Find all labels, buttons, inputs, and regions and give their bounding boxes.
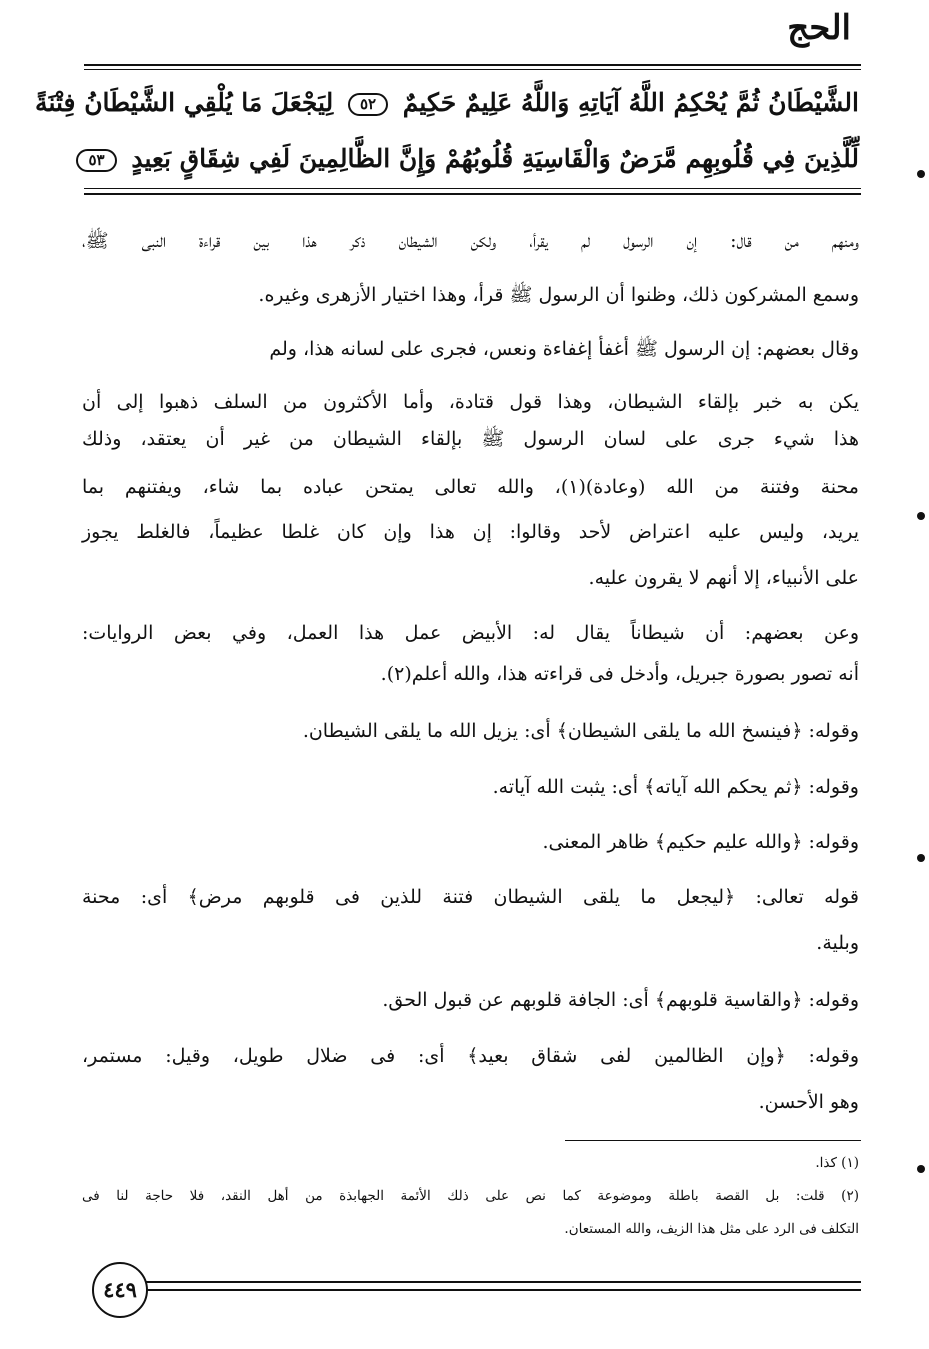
verse-text: لِيَجْعَلَ مَا يُلْقِي الشَّيْطَانُ فِتْنَةً [35,88,334,117]
verse-line-1 [35,88,859,117]
paragraph-line: وقوله: ﴿فينسخ الله ما يلقى الشيطان﴾ أى: يزيل الله ما يلقى الشيطان. [302,720,859,742]
footnote: التكلف فى الرد على مثل هذا الزيف، والله المستعان. [564,1221,859,1237]
running-header-title: الحج [787,8,851,48]
binding-mark [917,1165,925,1173]
footer-rule-bottom [146,1289,861,1291]
paragraph-line: وقال بعضهم: إن الرسول ﷺ أغفأ إغفاءة ونعس، فجرى على لسانه هذا، ولم [269,338,859,360]
paragraph-line: يريد، وليس عليه اعتراض لأحد وقالوا: إن هذا وإن كان غلطا عظيماً، فالغلط يجوز [82,521,859,543]
paragraph-line: وسمع المشركون ذلك، وظنوا أن الرسول ﷺ قرأ، وهذا اختيار الأزهرى وغيره. [258,284,859,306]
paragraph-line: على الأنبياء، إلا أنهم لا يقرون عليه. [588,567,859,589]
footnote-separator [565,1140,861,1141]
footnote: (٢) قلت: بل القصة باطلة وموضوعة كما نص على ذلك الأئمة الجهابذة من أهل النقد، فلا حاجة لنا فى [82,1188,859,1204]
verse-number-marker: ٥٣ [76,149,116,172]
verse-rule-top [84,188,861,189]
verse-number-marker: ٥٢ [348,93,388,116]
paragraph-line: وقوله: ﴿وإن الظالمين لفى شقاق بعيد﴾ أى: فى ضلال طويل، وقيل: مستمر، [82,1045,859,1067]
paragraph-line: أنه تصور بصورة جبريل، وأدخل فى قراءته هذا، والله أعلم(٢). [380,663,859,685]
binding-mark [917,854,925,862]
paragraph-line: وعن بعضهم: أن شيطاناً يقال له: الأبيض عمل هذا العمل، وفي بعض الروايات: [82,622,859,644]
footnote: (١) كذا. [815,1155,859,1171]
header-rule-top [84,64,861,66]
paragraph-line: وبلية. [816,932,859,954]
paragraph-line: يكن به خبر بإلقاء الشيطان، وهذا قول قتادة، وأما الأكثرون من السلف ذهبوا إلى أن [82,391,859,413]
paragraph-line: قوله تعالى: ﴿ليجعل ما يلقى الشيطان فتنة للذين فى قلوبهم مرض﴾ أى: محنة [82,886,859,908]
verse-text: الشَّيْطَانُ ثُمَّ يُحْكِمُ اللَّهُ آيَاتِهِ وَاللَّهُ عَلِيمٌ حَكِيمٌ [402,88,859,117]
verse-line-2 [84,146,859,172]
paragraph-line: وقوله: ﴿ثم يحكم الله آياته﴾ أى: يثبت الله آياته. [492,776,859,798]
paragraph-line: هذا شيء جرى على لسان الرسول ﷺ بإلقاء الشيطان من غير أن يعتقد، وذلك [82,428,859,450]
binding-mark [917,170,925,178]
page-number: ٤٤٩ [92,1262,148,1318]
footer-rule-top [146,1281,861,1283]
binding-mark [917,512,925,520]
paragraph-line: وهو الأحسن. [758,1091,859,1113]
verse-text: لِّلَّذِينَ فِي قُلُوبِهِم مَّرَضٌ وَالْقَاسِيَةِ قُلُوبُهُمْ وَإِنَّ الظَّالِمِينَ لَفِي شِقَاقٍ بَعِيدٍ [131,144,859,173]
paragraph-line: ومنهم من قال: إن الرسول لم يقرأ، ولكن الشيطان ذكر هذا بين قراءة النبى ﷺ، [82,230,859,252]
paragraph-line: وقوله: ﴿والله عليم حكيم﴾ ظاهر المعنى. [542,831,859,853]
header-rule-bottom [84,69,861,70]
paragraph-line: محنة وفتنة من الله (وعادة)(١)، والله تعالى يمتحن عباده بما شاء، ويفتنهم بما [82,476,859,498]
verse-rule-bottom [84,193,861,195]
paragraph-line: وقوله: ﴿والقاسية قلوبهم﴾ أى: الجافة قلوبهم عن قبول الحق. [382,989,859,1011]
